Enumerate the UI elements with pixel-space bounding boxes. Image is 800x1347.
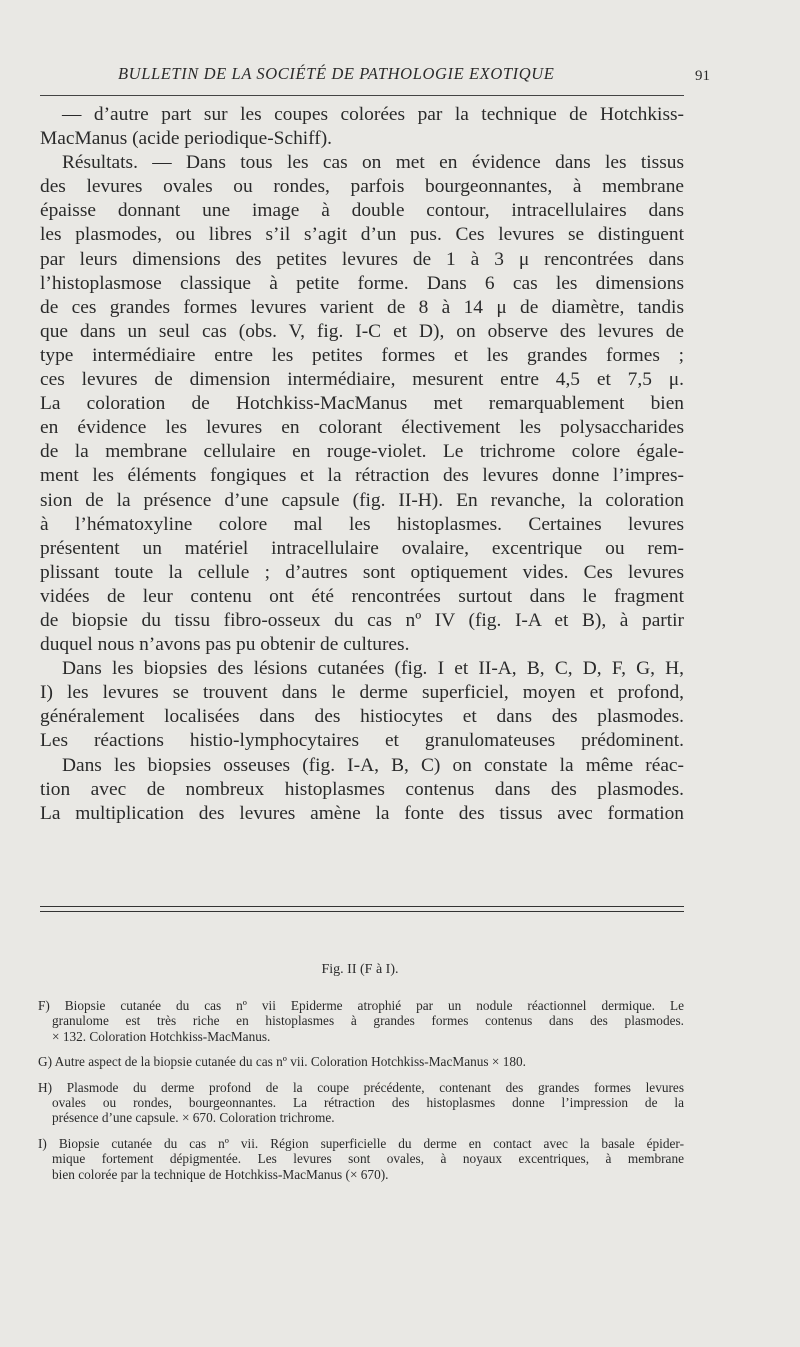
page-number: 91	[695, 68, 710, 84]
legend-item-g	[38, 1054, 684, 1069]
body-line: Les réactions histio-lymphocytaires et granulomateuses prédominent.	[40, 730, 684, 752]
header-rule	[40, 95, 684, 96]
body-line: de ces grandes formes levures varient de 8 à 14 μ de diamètre, tandis	[40, 296, 684, 318]
body-line: à l’hématoxyline colore mal les histoplasmes. Certaines levures	[40, 513, 684, 535]
legend-line: ovales ou rondes, bourgeonnantes. La rétraction des histoplasmes donne l’impression de la	[52, 1095, 684, 1111]
body-line: La coloration de Hotchkiss-MacManus met remarquablement bien	[40, 393, 684, 415]
legend-item-f	[38, 998, 684, 1044]
section-rule	[40, 911, 684, 912]
body-line: que dans un seul cas (obs. V, fig. I-C et D), on observe des levures de	[40, 320, 684, 342]
body-line: I) les levures se trouvent dans le derme superficiel, moyen et profond,	[40, 682, 684, 704]
legend-line: présence d’une capsule. × 670. Coloration trichrome.	[52, 1110, 335, 1126]
legend-line: mique fortement dépigmentée. Les levures sont ovales, à noyaux excentriques, à membrane	[52, 1151, 684, 1167]
body-line: ces levures de dimension intermédiaire, mesurent entre 4,5 et 7,5 μ.	[40, 369, 684, 391]
legend-item-i	[38, 1136, 684, 1182]
body-line: Dans les biopsies des lésions cutanées (fig. I et II-A, B, C, D, F, G, H,	[62, 658, 684, 680]
body-line: Dans les biopsies osseuses (fig. I-A, B, C) on constate la même réac-	[62, 754, 684, 776]
body-line: — d’autre part sur les coupes colorées par la technique de Hotchkiss-	[62, 104, 684, 125]
body-line: généralement localisées dans des histiocytes et dans des plasmodes.	[40, 706, 684, 728]
journal-title: BULLETIN DE LA SOCIÉTÉ DE PATHOLOGIE EXOTIQUE	[118, 64, 555, 83]
legend-line: bien colorée par la technique de Hotchkiss-MacManus (× 670).	[52, 1166, 389, 1182]
running-header	[40, 62, 710, 90]
body-line: vidées de leur contenu ont été rencontrées surtout dans le fragment	[40, 585, 684, 607]
legend-line: H) Plasmode du derme profond de la coupe précédente, contenant des grandes formes levures	[38, 1079, 684, 1095]
legend-line: F) Biopsie cutanée du cas nº vii Epiderme atrophié par un nodule réactionnel dermique. Le	[38, 998, 684, 1013]
body-line: duquel nous n’avons pas pu obtenir de cultures.	[40, 634, 410, 656]
body-text	[40, 103, 684, 826]
legend-item-h	[38, 1080, 684, 1126]
body-line: présentent un matériel intracellulaire ovalaire, excentrique ou rem-	[40, 537, 684, 559]
body-line: La multiplication des levures amène la fonte des tissus avec formation	[40, 802, 684, 824]
body-line: tion avec de nombreux histoplasmes contenus dans des plasmodes.	[40, 778, 684, 800]
body-line: ment les éléments fongiques et la rétraction des levures donne l’impres-	[40, 465, 684, 487]
section-rule	[40, 906, 684, 907]
body-line: des levures ovales ou rondes, parfois bourgeonnantes, à membrane	[40, 176, 684, 198]
body-line: de la membrane cellulaire en rouge-violet. Le trichrome colore égale-	[40, 441, 684, 463]
body-line: Résultats. — Dans tous les cas on met en évidence dans les tissus	[62, 152, 684, 174]
figure-legend	[38, 998, 684, 1192]
body-line: de biopsie du tissu fibro-osseux du cas nº IV (fig. I-A et B), à partir	[40, 609, 684, 631]
legend-line: G) Autre aspect de la biopsie cutanée du cas nº vii. Coloration Hotchkiss-MacManus × 180.	[38, 1054, 526, 1070]
body-line: l’histoplasmose classique à petite forme. Dans 6 cas les dimensions	[40, 272, 684, 294]
legend-line: granulome est très riche en histoplasmes à grandes formes contenus dans des plasmodes.	[52, 1013, 684, 1029]
legend-line: I) Biopsie cutanée du cas nº vii. Région superficielle du derme en contact avec la basale épider-	[38, 1135, 684, 1151]
body-line: type intermédiaire entre les petites formes et les grandes formes ;	[40, 344, 684, 366]
body-line: plissant toute la cellule ; d’autres sont optiquement vides. Ces levures	[40, 561, 684, 583]
body-line: en évidence les levures en colorant électivement les polysaccharides	[40, 417, 684, 439]
body-line: MacManus (acide periodique-Schiff).	[40, 128, 333, 150]
body-line: les plasmodes, ou libres s’il s’agit d’un pus. Ces levures se distinguent	[40, 224, 684, 246]
legend-line: × 132. Coloration Hotchkiss-MacManus.	[52, 1028, 271, 1044]
figure-caption: Fig. II (F à I).	[321, 962, 399, 977]
body-line: par leurs dimensions des petites levures de 1 à 3 μ rencontrées dans	[40, 248, 684, 270]
body-line: épaisse donnant une image à double contour, intracellulaires dans	[40, 200, 684, 222]
body-line: sion de la présence d’une capsule (fig. II-H). En revanche, la coloration	[40, 489, 684, 511]
